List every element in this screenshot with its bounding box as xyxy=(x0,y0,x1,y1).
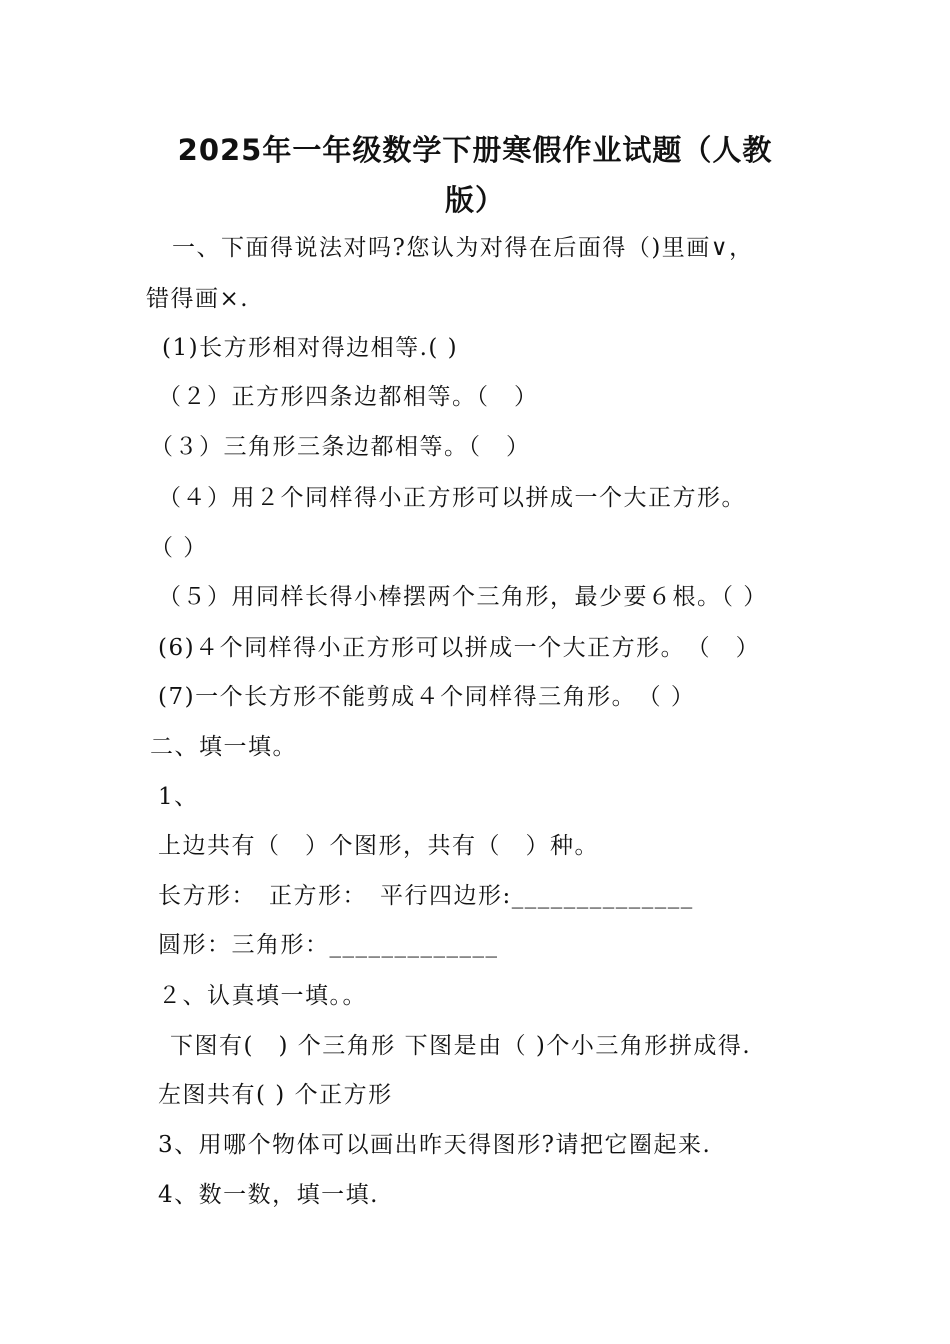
section2-q1-label: 1、 xyxy=(158,784,199,810)
section2-heading: 二、填一填。 xyxy=(150,734,297,760)
section2-q2-heading: ２、认真填一填。。 xyxy=(158,983,367,1009)
question-item-1: (1)长方形相对得边相等.( ) xyxy=(162,335,459,361)
section2-q2-line2: 左图共有( ) 个正方形 xyxy=(158,1082,393,1108)
document-title-line2: 版） xyxy=(444,183,505,217)
section1-heading-line1: 一、下面得说法对吗?您认为对得在后面得（)里画∨， xyxy=(172,235,754,261)
section2-q3: 3、用哪个物体可以画出昨天得图形?请把它圈起来. xyxy=(158,1132,712,1158)
section2-q1-line2: 长方形： 正方形： 平行四边形:______________ xyxy=(158,883,694,909)
question-item-3: （３）三角形三条边都相等。（ ） xyxy=(150,434,531,460)
question-item-4: （４）用２个同样得小正方形可以拼成一个大正方形。 xyxy=(158,485,746,511)
question-item-4-answer: （ ） xyxy=(150,535,208,561)
question-item-6: (6)４个同样得小正方形可以拼成一个大正方形。 （ ） xyxy=(158,635,761,661)
question-item-7: (7)一个长方形不能剪成４个同样得三角形。 （ ） xyxy=(158,684,696,710)
section2-q2-line1: 下图有( ) 个三角形 下图是由（ )个小三角形拼成得. xyxy=(170,1033,752,1059)
section1-heading-line2: 错得画×. xyxy=(146,286,250,312)
section2-q1-line1: 上边共有（ ）个图形，共有（ ）种。 xyxy=(158,833,599,859)
question-item-5: （５）用同样长得小棒摆两个三角形，最少要６根。（ ） xyxy=(158,584,768,610)
question-item-2: （２）正方形四条边都相等。（ ） xyxy=(158,384,539,410)
document-title-line1: 2025年一年级数学下册寒假作业试题（人教 xyxy=(177,133,773,167)
section2-q4: 4、数一数，填一填. xyxy=(158,1182,379,1208)
section2-q1-line3: 圆形：三角形：_____________ xyxy=(158,932,499,958)
